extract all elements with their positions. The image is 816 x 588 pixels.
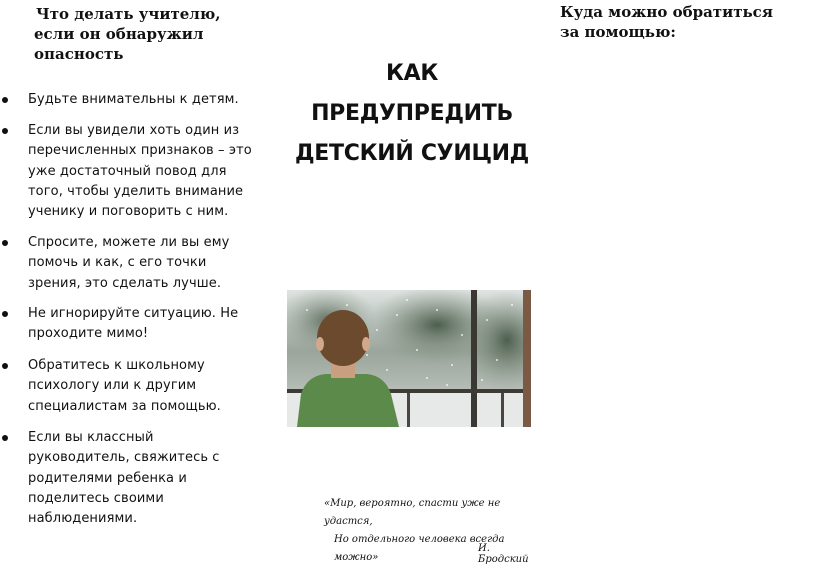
tip-line: Если вы классный (28, 430, 154, 445)
tip-line: того, чтобы уделить внимание (28, 183, 244, 199)
left-column (0, 0, 262, 588)
bullet (2, 311, 8, 317)
tip-line: Спросите, можете ли вы ему (28, 235, 230, 250)
boy-at-rainy-window-photo (287, 290, 531, 427)
tip-line: психологу или к другим (28, 378, 197, 394)
quote-line: Но отдельного человека всегда можно» (334, 534, 505, 563)
tip-line: Если вы увидели хоть один из (28, 123, 240, 138)
tip-text (28, 121, 257, 222)
tip-line: Обратитесь к школьному (28, 358, 205, 373)
quote-line: «Мир, вероятно, спасти уже не удастся, (324, 498, 501, 527)
heading-line: Куда можно обратиться (560, 3, 773, 21)
tip-line: поделитесь своими (28, 490, 164, 506)
bullet (2, 240, 8, 246)
quote-author: И. Бродский (478, 543, 529, 565)
tip-line: Будьте внимательны к детям. (28, 92, 239, 107)
tip-line: ученику и поговорить с ним. (28, 204, 229, 220)
tip-text (28, 428, 257, 529)
heading-line: опасность (34, 45, 124, 63)
tip-line: зрения, это сделать лучше. (28, 275, 222, 291)
tip-text (28, 356, 257, 417)
heading-line: за помощью: (560, 23, 676, 41)
tip-text (28, 304, 257, 345)
heading-line: Что делать учителю, (36, 5, 221, 23)
tip-text (28, 90, 257, 110)
heading-line: если он обнаружил (34, 25, 204, 43)
title-line: КАК (385, 61, 439, 86)
tip-line: уже достаточный повод для (28, 163, 227, 179)
middle-column (286, 0, 542, 588)
title-line: ДЕТСКИЙ СУИЦИД (295, 141, 529, 166)
page-title (286, 54, 538, 174)
title-line: ПРЕДУПРЕДИТЬ (311, 101, 513, 126)
tip-line: родителями ребенка и (28, 470, 187, 486)
tip-line: специалистам за помощью. (28, 398, 221, 414)
bullet (2, 97, 8, 103)
teacher-actions-heading (34, 4, 259, 64)
tip-line: Не игнорируйте ситуацию. Не (28, 306, 239, 321)
tip-text (28, 233, 257, 294)
bullet (2, 435, 8, 441)
where-to-get-help-heading (560, 2, 810, 42)
right-column (556, 0, 816, 588)
tip-line: перечисленных признаков – это (28, 143, 252, 159)
bullet (2, 128, 8, 134)
tip-line: наблюдениями. (28, 511, 138, 527)
tip-line: руководитель, свяжитесь с (28, 450, 220, 466)
tip-line: помочь и как, с его точки (28, 255, 207, 271)
tip-line: проходите мимо! (28, 326, 149, 342)
bullet (2, 363, 8, 369)
